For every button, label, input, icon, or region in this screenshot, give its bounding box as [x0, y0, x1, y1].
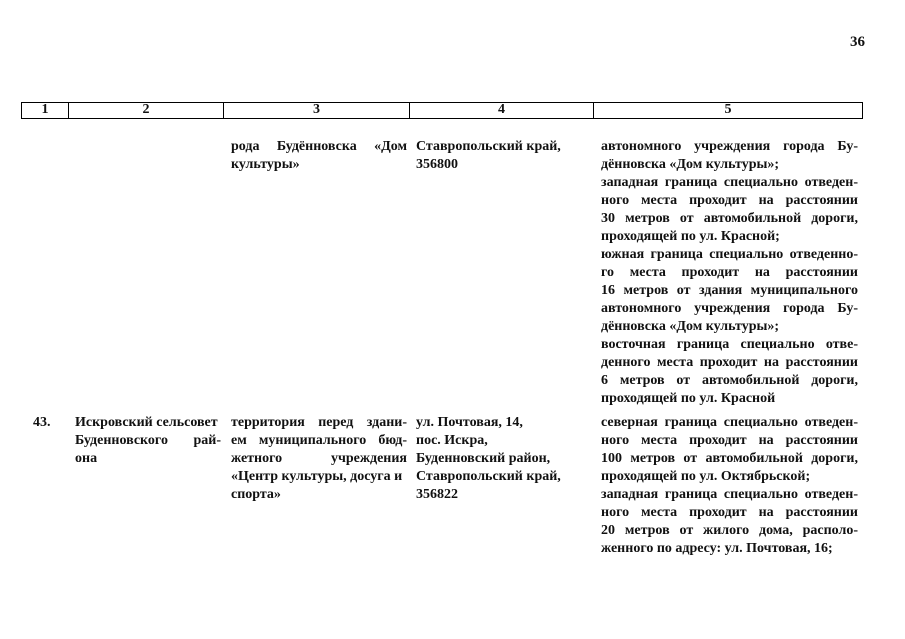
- row43-col5-line: проходящей по ул. Октябрьской;: [601, 469, 811, 484]
- row43-col3-line: ем муниципального бюд-: [231, 433, 407, 448]
- row43-col5-line: ного места проходит на расстоянии: [601, 505, 858, 520]
- row1-col5-line: го места проходит на расстоянии: [601, 265, 858, 280]
- table-header-row: [21, 102, 863, 119]
- row1-col5-line: 16 метров от здания муниципального: [601, 283, 858, 298]
- row1-col5-line: проходящей по ул. Красной: [601, 391, 776, 406]
- row43-col5-line: северная граница специально отведен-: [601, 415, 858, 430]
- row1-col4-line: 356800: [416, 157, 458, 172]
- header-col-1: 1: [22, 103, 69, 118]
- row43-col4-line: ул. Почтовая, 14,: [416, 415, 523, 430]
- row43-col4-line: пос. Искра,: [416, 433, 488, 448]
- row1-col3: [231, 138, 407, 174]
- row43-col4-line: Ставропольский край,: [416, 469, 561, 484]
- row43-col3: [231, 414, 407, 504]
- row1-col3-line: культуры»: [231, 157, 300, 172]
- row43-col2-line: Искровский сельсовет: [75, 415, 218, 430]
- row43-col4-line: Буденновский район,: [416, 451, 551, 466]
- row1-col5-line: западная граница специально отведен-: [601, 175, 858, 190]
- row43-col5-line: 100 метров от автомобильной дороги,: [601, 451, 858, 466]
- row43-col5-line: западная граница специально отведен-: [601, 487, 858, 502]
- row1-col4-line: Ставропольский край,: [416, 139, 561, 154]
- row1-col5: [601, 138, 858, 408]
- row1-col5-line: автономного учреждения города Бу-: [601, 139, 858, 154]
- row1-col5-line: южная граница специально отведенно-: [601, 247, 858, 262]
- row1-col5-line: автономного учреждения города Бу-: [601, 301, 858, 316]
- row43-col5: [601, 414, 858, 558]
- row1-col3-line: рода Будённовска «Дом: [231, 139, 407, 154]
- row1-col5-line: дённовска «Дом культуры»;: [601, 157, 780, 172]
- header-col-4: 4: [410, 103, 594, 118]
- row43-col3-line: спорта»: [231, 487, 281, 502]
- row1-col5-line: проходящей по ул. Красной;: [601, 229, 780, 244]
- row43-col2-line: Буденновского рай-: [75, 433, 221, 448]
- header-col-5: 5: [724, 102, 732, 117]
- header-col-3: 3: [224, 103, 410, 118]
- row43-col5-line: ного места проходит на расстоянии: [601, 433, 858, 448]
- row43-col4: [416, 414, 586, 504]
- row1-col4: [416, 138, 586, 174]
- row43-col3-line: жетного учреждения: [231, 451, 407, 466]
- row43-col2: [75, 414, 221, 468]
- row43-col2-line: она: [75, 451, 98, 466]
- row43-col5-line: 20 метров от жилого дома, располо-: [601, 523, 858, 538]
- row1-col5-line: денного места проходит на расстоянии: [601, 355, 858, 370]
- row1-col5-line: дённовска «Дом культуры»;: [601, 319, 780, 334]
- row43-col3-line: территория перед здани-: [231, 415, 407, 430]
- row1-col5-line: ного места проходит на расстоянии: [601, 193, 858, 208]
- row43-col5-line: женного по адресу: ул. Почтовая, 16;: [601, 541, 833, 556]
- page-number: 36: [850, 34, 865, 50]
- row43-number: 43.: [33, 415, 51, 430]
- row43-col4-line: 356822: [416, 487, 458, 502]
- header-col-2: 2: [69, 103, 224, 118]
- row1-col5-line: восточная граница специально отве-: [601, 337, 858, 352]
- row1-col5-line: 30 метров от автомобильной дороги,: [601, 211, 858, 226]
- row43-col3-line: «Центр культуры, досуга и: [231, 469, 403, 484]
- row1-col5-line: 6 метров от автомобильной дороги,: [601, 373, 858, 388]
